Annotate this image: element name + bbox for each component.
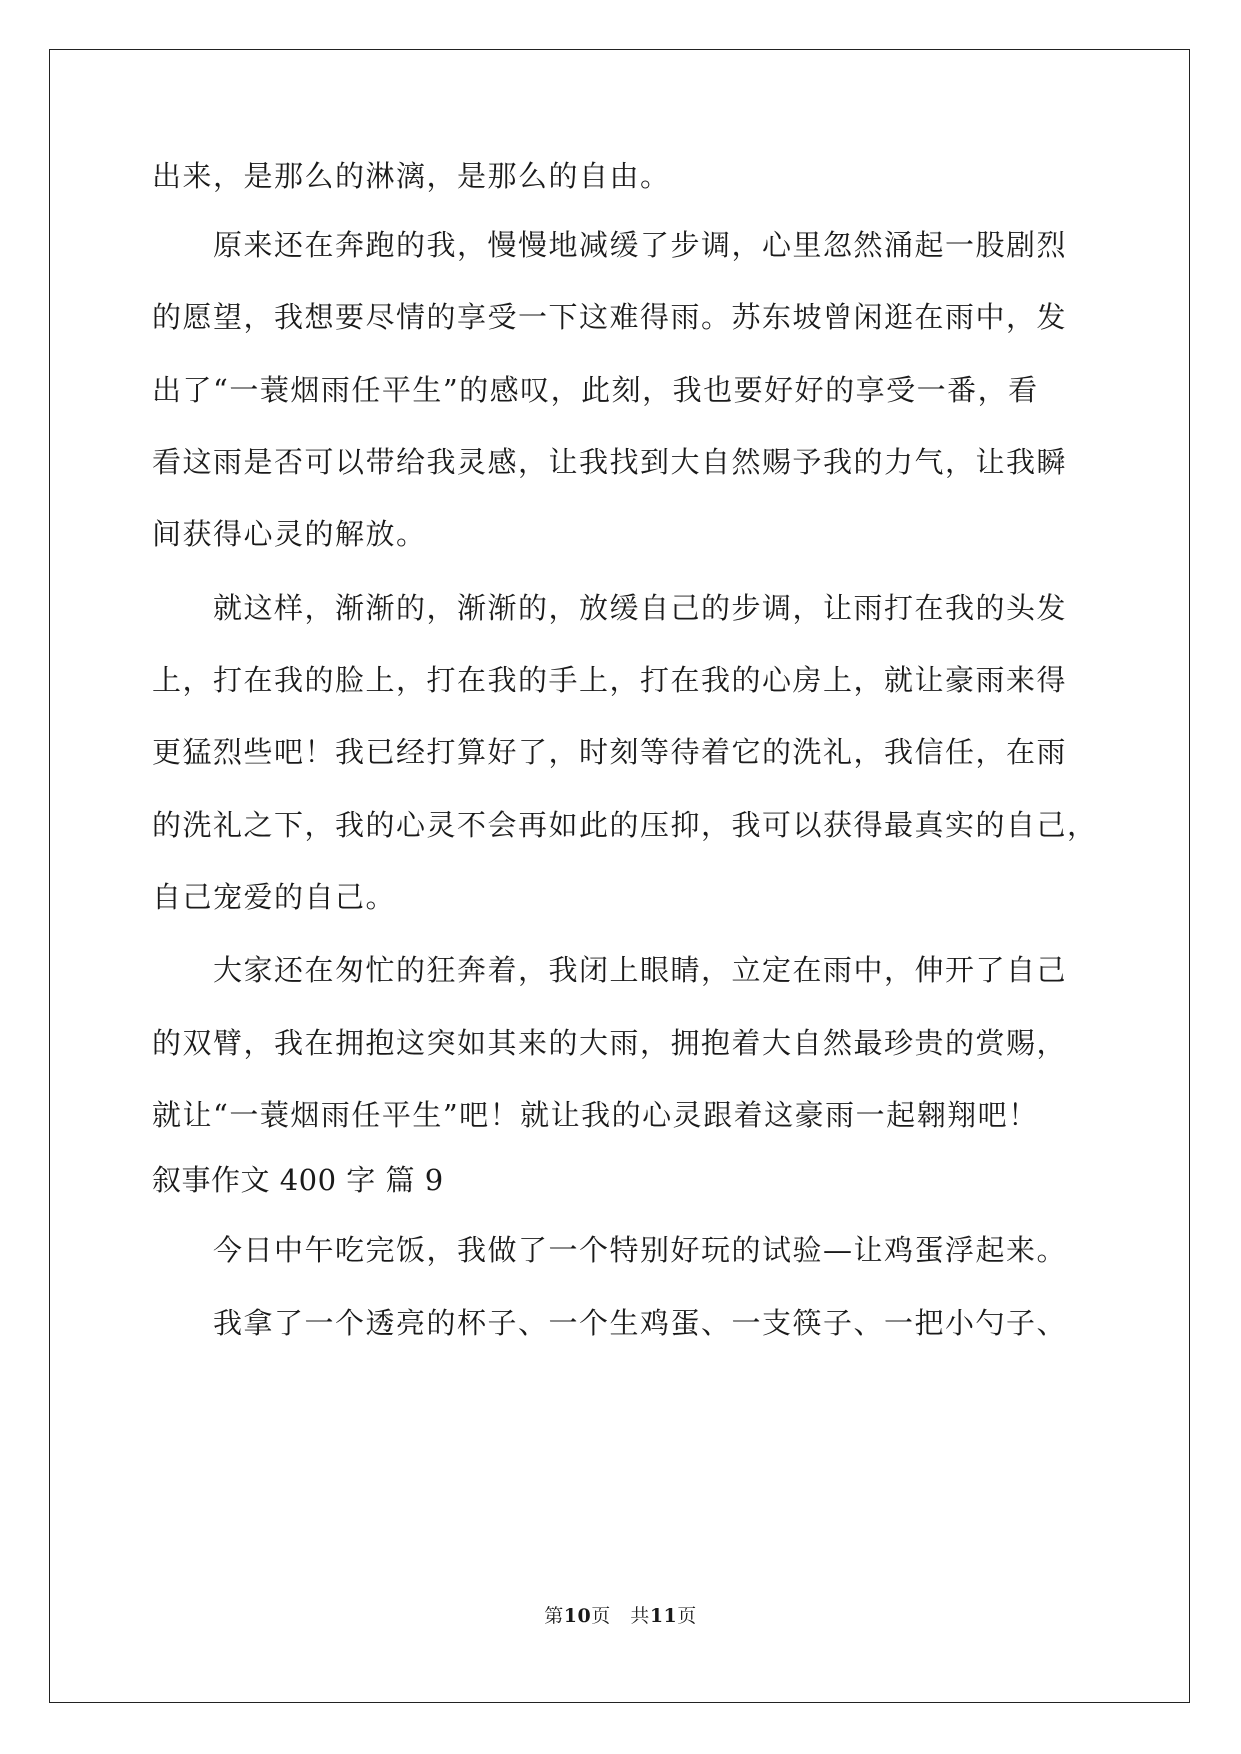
paragraph-start-line: 就这样，渐渐的，渐渐的，放缓自己的步调，让雨打在我的头发 [213, 591, 1068, 625]
text-line-9: 更猛烈些吧！我已经打算好了，时刻等待着它的洗礼，我信任，在雨 [152, 735, 1068, 769]
footer-suffix: 页 [677, 1605, 697, 1627]
text-line-10: 的洗礼之下，我的心灵不会再如此的压抑，我可以获得最真实的自己， [152, 808, 1098, 842]
paragraph-start-line: 大家还在匆忙的狂奔着，我闭上眼睛，立定在雨中，伸开了自己 [213, 953, 1068, 987]
footer-middle: 页 共 [591, 1605, 650, 1627]
text-line-3: 的愿望，我想要尽情的享受一下这难得雨。苏东坡曾闲逛在雨中，发 [152, 300, 1068, 334]
total-pages-number: 11 [649, 1605, 678, 1627]
text-line-8: 上，打在我的脸上，打在我的手上，打在我的心房上，就让豪雨来得 [152, 663, 1068, 697]
text-line-11: 自己宠爱的自己。 [152, 880, 397, 914]
paragraph-start-line: 今日中午吃完饭，我做了一个特别好玩的试验—让鸡蛋浮起来。 [213, 1233, 1068, 1267]
text-line-1: 出来，是那么的淋漓，是那么的自由。 [152, 159, 671, 193]
text-line-13: 的双臂，我在拥抱这突如其来的大雨，拥抱着大自然最珍贵的赏赐， [152, 1026, 1068, 1060]
page-footer [0, 1604, 1241, 1628]
footer-prefix: 第 [544, 1605, 564, 1627]
text-line-4: 出了“一蓑烟雨任平生”的感叹，此刻，我也要好好的享受一番，看 [152, 373, 1039, 407]
text-line-6: 间获得心灵的解放。 [152, 517, 427, 551]
text-line-14: 就让“一蓑烟雨任平生”吧！就让我的心灵跟着这豪雨一起翱翔吧！ [152, 1098, 1039, 1132]
paragraph-start-line: 我拿了一个透亮的杯子、一个生鸡蛋、一支筷子、一把小勺子、 [213, 1306, 1068, 1340]
section-heading: 叙事作文 400 字 篇 9 [152, 1163, 444, 1197]
paragraph-start-line: 原来还在奔跑的我，慢慢地减缓了步调，心里忽然涌起一股剧烈 [213, 228, 1068, 262]
current-page-number: 10 [563, 1605, 592, 1627]
text-line-5: 看这雨是否可以带给我灵感，让我找到大自然赐予我的力气，让我瞬 [152, 445, 1068, 479]
